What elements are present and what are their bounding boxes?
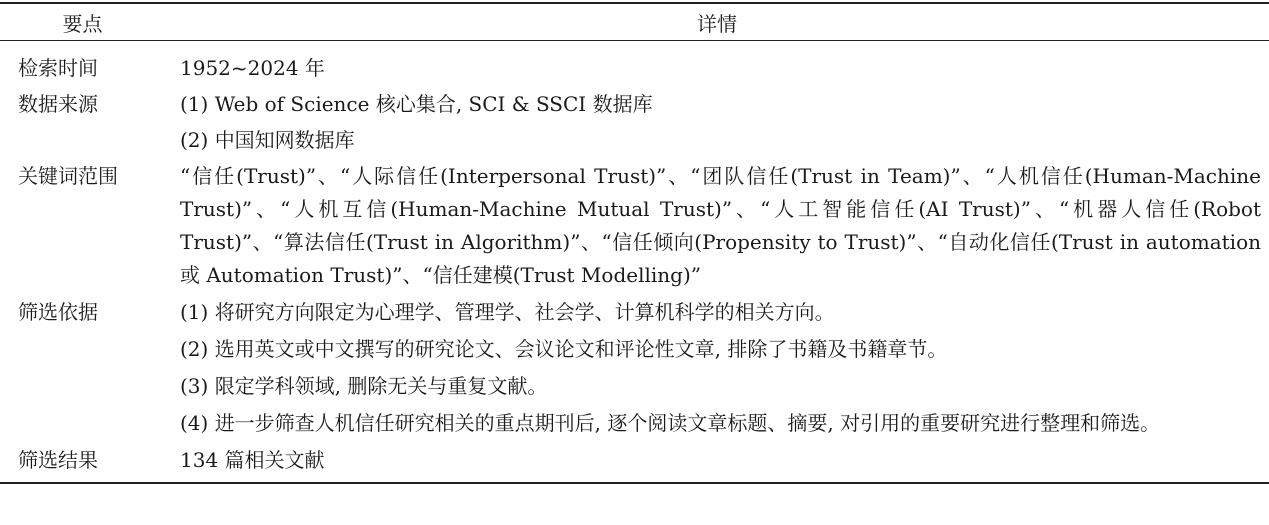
row-value bbox=[165, 160, 1269, 296]
table-row-keywords bbox=[0, 160, 1269, 296]
criteria-item: (2) 选用英文或中文撰写的研究论文、会议论文和评论性文章, 排除了书籍及书籍章节。 bbox=[180, 337, 948, 361]
value-line: (2) 中国知网数据库 bbox=[180, 128, 355, 152]
row-value bbox=[165, 444, 1269, 483]
table-header-row bbox=[0, 3, 1269, 41]
criteria-item: (4) 进一步筛查人机信任研究相关的重点期刊后, 逐个阅读文章标题、摘要, 对引用的重要研究进行整理和筛选。 bbox=[180, 411, 1161, 435]
row-value bbox=[165, 296, 1269, 444]
row-key: 筛选结果 bbox=[0, 444, 165, 483]
row-key: 关键词范围 bbox=[18, 164, 118, 188]
row-value bbox=[165, 41, 1269, 89]
value-line: 134 篇相关文献 bbox=[180, 448, 325, 472]
value-line: 1952~2024 年 bbox=[180, 56, 325, 80]
row-key: 筛选依据 bbox=[18, 300, 98, 324]
row-value bbox=[165, 88, 1269, 160]
value-line: (1) Web of Science 核心集合, SCI & SSCI 数据库 bbox=[180, 92, 653, 116]
keywords-paragraph: “信任(Trust)”、“人际信任(Interpersonal Trust)”、“团队信任(Trust in Team)”、“人机信任(Human-Machine Trust)”、“人机互信(Human-Machine Mutual Trust)”、“人工智能信任(AI Trust)”、“机器人信任(Robot Trust)”、“算法信任(Trust in Algorithm)”、“信任倾向(Propensity to Trust)”、“自动化信任(Trust in automation 或 Automation Trust)”、“信任建模(Trust Modelling)” bbox=[180, 164, 1261, 287]
table-row-data-source bbox=[0, 88, 1269, 160]
table-row-screening-result bbox=[0, 444, 1269, 483]
row-key: 数据来源 bbox=[18, 92, 98, 116]
literature-search-table bbox=[0, 2, 1269, 484]
criteria-item: (1) 将研究方向限定为心理学、管理学、社会学、计算机科学的相关方向。 bbox=[180, 300, 835, 324]
table-row-search-time bbox=[0, 41, 1269, 89]
table-row-screening-criteria bbox=[0, 296, 1269, 444]
header-col-key: 要点 bbox=[0, 3, 165, 41]
header-col-details: 详情 bbox=[165, 3, 1269, 41]
criteria-item: (3) 限定学科领域, 删除无关与重复文献。 bbox=[180, 374, 548, 398]
row-key: 检索时间 bbox=[18, 56, 98, 80]
